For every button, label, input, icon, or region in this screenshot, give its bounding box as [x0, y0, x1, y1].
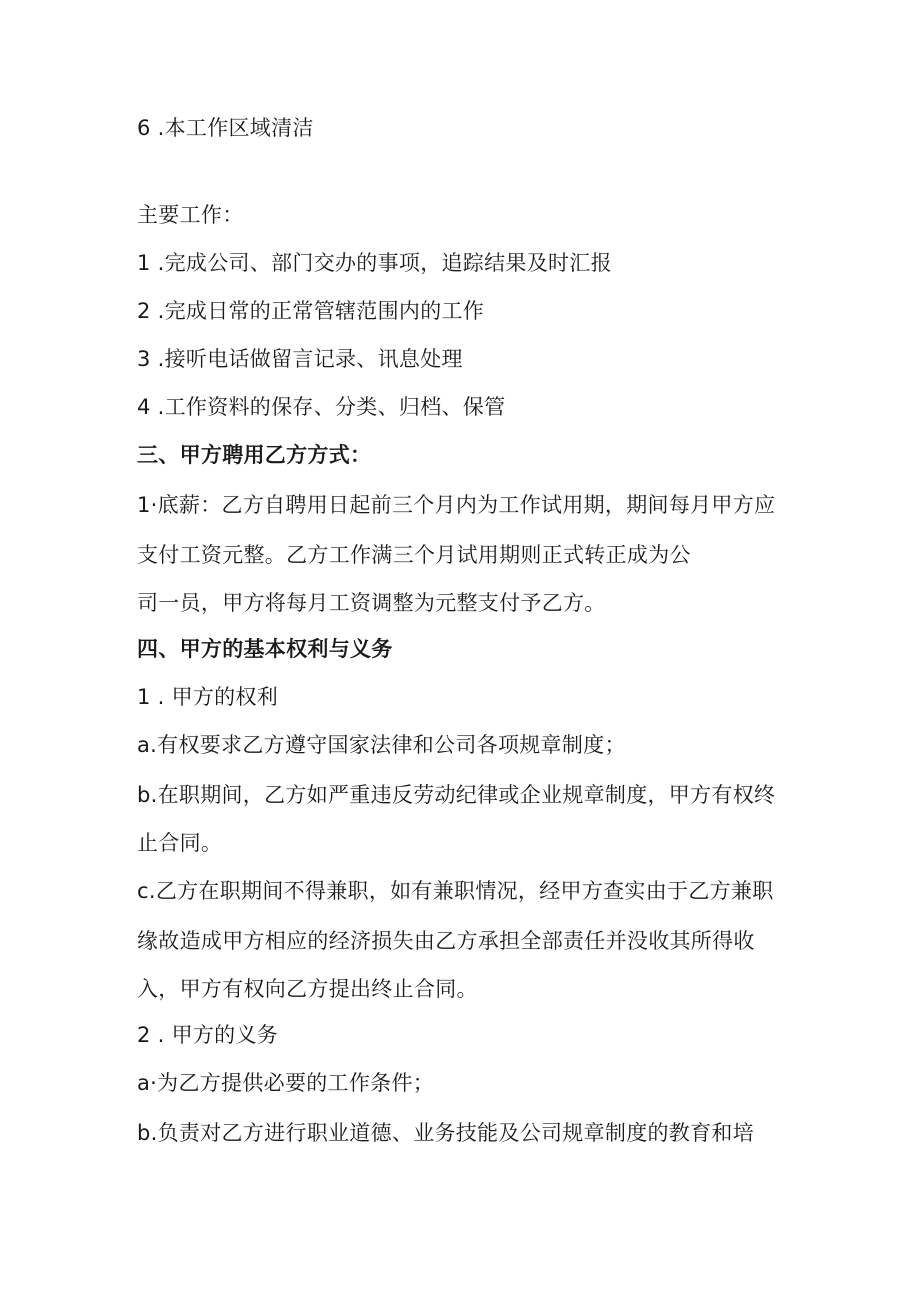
clause-right-c-line-1: c.乙方在职期间不得兼职，如有兼职情况，经甲方查实由于乙方兼职 [137, 879, 774, 903]
subheading-party-a-obligations: 2 . 甲方的义务 [137, 1023, 279, 1047]
paragraph-base-salary-line-1: 1·底薪：乙方自聘用日起前三个月内为工作试用期，期间每月甲方应 [137, 493, 776, 517]
section-heading-rights-obligations: 四、甲方的基本权利与义务 [137, 637, 393, 661]
clause-right-a: a.有权要求乙方遵守国家法律和公司各项规章制度； [137, 733, 626, 757]
subheading-party-a-rights: 1 . 甲方的权利 [137, 685, 279, 709]
clause-obligation-a: a·为乙方提供必要的工作条件； [137, 1071, 435, 1095]
paragraph-base-salary-line-2: 支付工资元整。乙方工作满三个月试用期则正式转正成为公 [137, 543, 691, 567]
clause-obligation-b-line-1: b.负责对乙方进行职业道德、业务技能及公司规章制度的教育和培 [137, 1121, 755, 1145]
list-item-work-area-clean: 6 .本工作区域清洁 [137, 116, 314, 140]
clause-right-b-line-1: b.在职期间，乙方如严重违反劳动纪律或企业规章制度，甲方有权终 [137, 783, 776, 807]
section-heading-employment-method: 三、甲方聘用乙方方式： [137, 443, 372, 467]
list-item-main-work-4: 4 .工作资料的保存、分类、归档、保管 [137, 395, 506, 419]
list-item-main-work-1: 1 .完成公司、部门交办的事项，追踪结果及时汇报 [137, 251, 612, 275]
list-item-main-work-3: 3 .接听电话做留言记录、讯息处理 [137, 347, 463, 371]
paragraph-base-salary-line-3: 司一员，甲方将每月工资调整为元整支付予乙方。 [137, 591, 606, 615]
list-item-main-work-2: 2 .完成日常的正常管辖范围内的工作 [137, 299, 485, 323]
clause-right-c-line-2: 缘故造成甲方相应的经济损失由乙方承担全部责任并没收其所得收 [137, 929, 755, 953]
clause-right-c-line-3: 入，甲方有权向乙方提出终止合同。 [137, 977, 478, 1001]
section-label-main-work: 主要工作： [137, 203, 244, 227]
clause-right-b-line-2: 止合同。 [137, 831, 223, 855]
